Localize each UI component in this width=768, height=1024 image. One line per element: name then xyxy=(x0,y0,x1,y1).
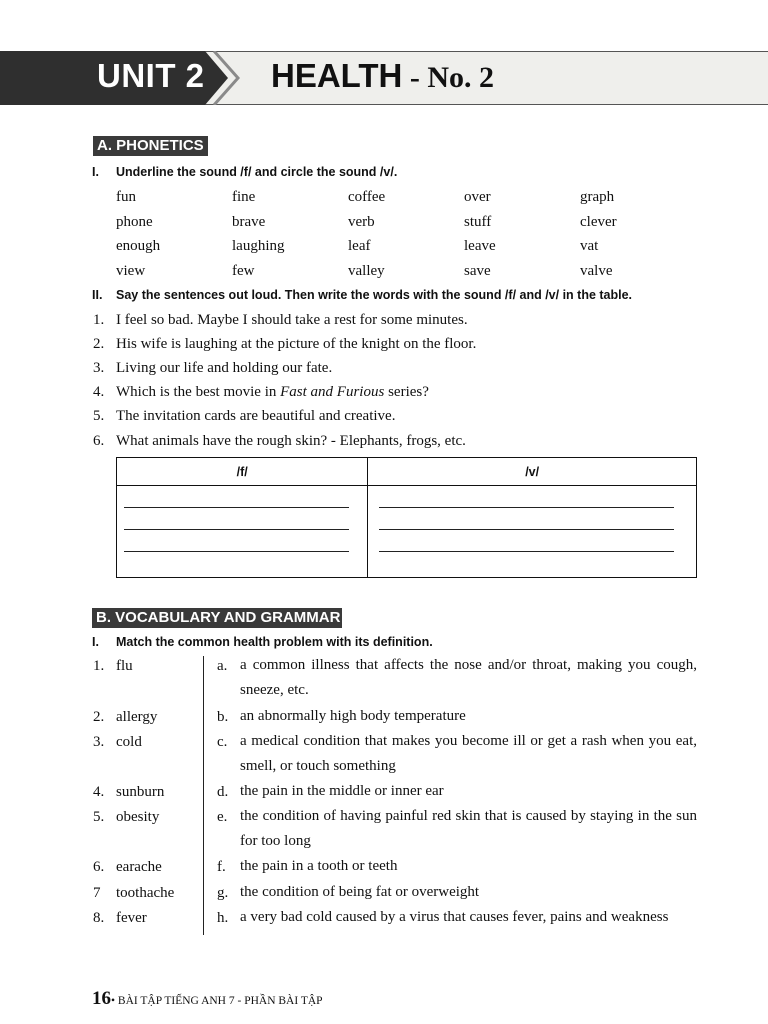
sentence-item xyxy=(93,407,693,425)
health-problem-item xyxy=(93,909,147,927)
problem-text: cold xyxy=(116,734,142,750)
definition-text: the pain in the middle or inner ear xyxy=(240,783,444,799)
problem-text: allergy xyxy=(116,709,158,725)
phonetics-word[interactable]: enough xyxy=(116,238,161,254)
sentence-text: Living our life and holding our fate. xyxy=(116,360,333,376)
definition-letter: d. xyxy=(217,784,229,800)
definition-text: a common illness that affects the nose and/or throat, making you cough, sneeze, etc. xyxy=(240,657,697,698)
phonetics-word[interactable]: laughing xyxy=(232,238,285,254)
phonetics-word[interactable]: verb xyxy=(348,214,375,230)
phonetics-word[interactable]: leave xyxy=(464,238,496,254)
task-b1-instruction xyxy=(92,634,433,650)
sentence-text-start: Which is the best movie in xyxy=(116,384,281,400)
match-divider-line xyxy=(203,656,204,935)
phonetics-word[interactable]: clever xyxy=(580,214,617,230)
definition-item xyxy=(217,880,697,905)
health-problem-item xyxy=(93,884,174,902)
task-a1-instruction xyxy=(92,164,397,180)
problem-text: sunburn xyxy=(116,784,165,800)
f-answer-line[interactable] xyxy=(124,486,349,508)
sentence-text: His wife is laughing at the picture of the knight on the floor. xyxy=(116,336,477,352)
v-answer-line[interactable] xyxy=(379,530,674,552)
sentence-item xyxy=(93,311,693,329)
sentence-number: 2. xyxy=(93,336,105,352)
sentence-item xyxy=(93,335,693,353)
problem-number: 2. xyxy=(93,709,105,725)
definition-letter: b. xyxy=(217,709,229,725)
sentence-text: The invitation cards are beautiful and creative. xyxy=(116,408,396,424)
v-answer-line[interactable] xyxy=(379,486,674,508)
definition-letter: f. xyxy=(217,859,226,875)
footer-book-title: • BÀI TẬP TIẾNG ANH 7 - PHẦN BÀI TẬP xyxy=(111,995,323,1007)
definition-text: an abnormally high body temperature xyxy=(240,708,466,724)
phonetics-word[interactable]: valve xyxy=(580,263,613,279)
problem-number: 1. xyxy=(93,658,105,674)
sentence-text: I feel so bad. Maybe I should take a rest for some minutes. xyxy=(116,312,468,328)
definition-letter: e. xyxy=(217,809,228,825)
definition-item xyxy=(217,779,697,804)
section-a-heading: A. PHONETICS xyxy=(93,136,208,156)
task-a2-number: II. xyxy=(92,288,103,302)
phonetics-word[interactable]: graph xyxy=(580,189,615,205)
health-problem-item xyxy=(93,733,142,751)
definition-letter: c. xyxy=(217,734,228,750)
phonetics-word[interactable]: fun xyxy=(116,189,136,205)
definition-letter: h. xyxy=(217,910,229,926)
task-a2-instruction xyxy=(92,287,632,303)
sentence-number: 3. xyxy=(93,360,105,376)
definition-item xyxy=(217,804,697,854)
unit-label: UNIT 2 xyxy=(97,57,205,94)
page-footer xyxy=(92,988,323,1010)
sentence-item xyxy=(93,432,693,450)
sentence-item xyxy=(93,383,693,401)
phonetics-word[interactable]: phone xyxy=(116,214,153,230)
definition-text: a medical condition that makes you become ill or get a rash when you eat, smell, or touch something xyxy=(240,733,697,774)
phonetics-word[interactable]: coffee xyxy=(348,189,386,205)
problem-number: 8. xyxy=(93,910,105,926)
health-problem-item xyxy=(93,808,159,826)
section-b-heading: B. VOCABULARY AND GRAMMAR xyxy=(92,608,342,628)
problem-number: 7 xyxy=(93,885,101,901)
health-problem-item xyxy=(93,708,157,726)
definition-item xyxy=(217,854,697,879)
sentence-text xyxy=(116,383,429,401)
sentence-text: What animals have the rough skin? - Elephants, frogs, etc. xyxy=(116,433,466,449)
sentence-number: 1. xyxy=(93,312,105,328)
definition-letter: g. xyxy=(217,885,229,901)
task-a1-text: Underline the sound /f/ and circle the sound /v/. xyxy=(116,165,398,179)
v-answer-cell xyxy=(368,486,697,578)
definition-text: a very bad cold caused by a virus that causes fever, pains and weakness xyxy=(240,909,669,925)
problem-text: earache xyxy=(116,859,162,875)
unit-title xyxy=(271,57,494,95)
health-problem-item xyxy=(93,858,162,876)
unit-number: - No. 2 xyxy=(402,61,495,94)
unit-banner xyxy=(0,51,768,105)
sentence-text-end: series? xyxy=(384,384,429,400)
problem-number: 3. xyxy=(93,734,105,750)
sentence-number: 5. xyxy=(93,408,105,424)
definition-item xyxy=(217,704,697,729)
sound-table xyxy=(116,457,697,578)
problem-text: toothache xyxy=(116,885,175,901)
problem-text: fever xyxy=(116,910,147,926)
phonetics-word[interactable]: stuff xyxy=(464,214,492,230)
task-b1-text: Match the common health problem with its definition. xyxy=(116,635,433,649)
phonetics-word[interactable]: few xyxy=(232,263,255,279)
task-b1-number: I. xyxy=(92,635,99,649)
definition-text: the condition of being fat or overweight xyxy=(240,884,480,900)
problem-text: flu xyxy=(116,658,133,674)
problem-text: obesity xyxy=(116,809,160,825)
definition-letter: a. xyxy=(217,658,228,674)
phonetics-word[interactable]: fine xyxy=(232,189,256,205)
f-answer-cell xyxy=(117,486,368,578)
problem-number: 4. xyxy=(93,784,105,800)
definition-item xyxy=(217,905,697,930)
sentence-number: 6. xyxy=(93,433,105,449)
phonetics-word[interactable]: vat xyxy=(580,238,599,254)
task-a2-text: Say the sentences out loud. Then write the words with the sound /f/ and /v/ in the table. xyxy=(116,288,633,302)
problem-number: 5. xyxy=(93,809,105,825)
page-number: 16 xyxy=(92,988,111,1009)
phonetics-word[interactable]: over xyxy=(464,189,491,205)
definition-item xyxy=(217,653,697,703)
table-header-f: /f/ xyxy=(117,458,368,486)
health-problem-item xyxy=(93,783,164,801)
table-header-v: /v/ xyxy=(368,458,697,486)
phonetics-word[interactable]: leaf xyxy=(348,238,371,254)
health-problem-item xyxy=(93,657,133,675)
unit-topic: HEALTH xyxy=(271,57,403,94)
definition-text: the condition of having painful red skin that is caused by staying in the sun for too long xyxy=(240,808,697,849)
definition-item xyxy=(217,729,697,779)
phonetics-word[interactable]: save xyxy=(464,263,491,279)
phonetics-word[interactable]: brave xyxy=(232,214,266,230)
f-answer-line[interactable] xyxy=(124,530,349,552)
f-answer-line[interactable] xyxy=(124,508,349,530)
sentence-movie-title: Fast and Furious xyxy=(280,384,385,400)
phonetics-word[interactable]: view xyxy=(116,263,146,279)
sentence-number: 4. xyxy=(93,384,105,400)
sentence-item xyxy=(93,359,693,377)
definition-text: the pain in a tooth or teeth xyxy=(240,858,398,874)
problem-number: 6. xyxy=(93,859,105,875)
phonetics-word[interactable]: valley xyxy=(348,263,385,279)
v-answer-line[interactable] xyxy=(379,508,674,530)
task-a1-number: I. xyxy=(92,165,99,179)
